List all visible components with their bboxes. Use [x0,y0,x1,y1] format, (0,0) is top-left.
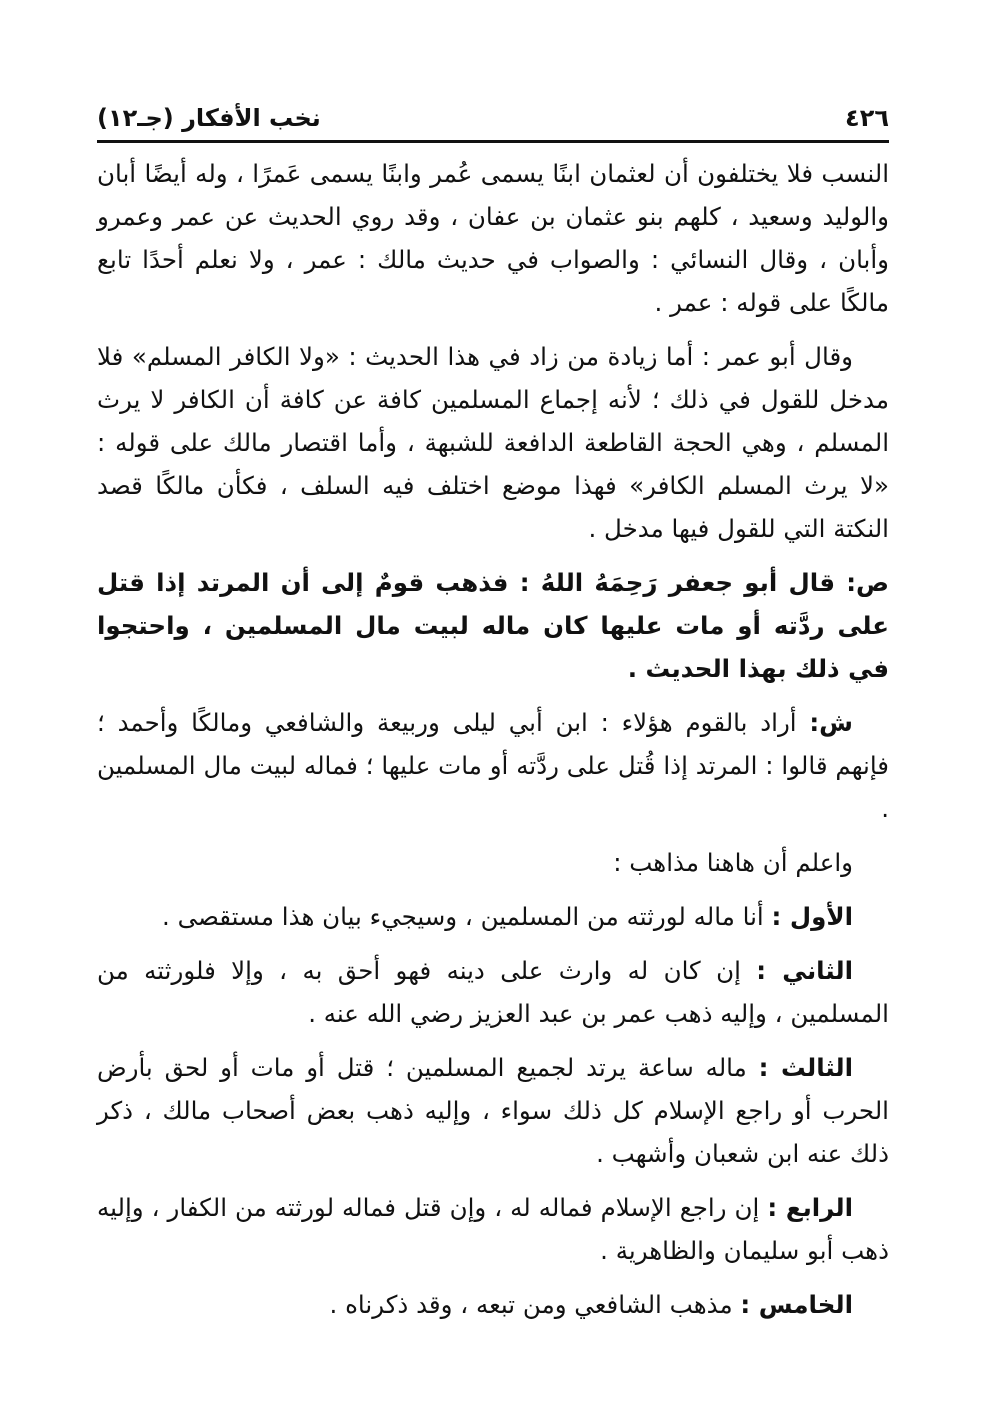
paragraph: واعلم أن هاهنا مذاهب : [613,848,853,877]
paragraph [97,1046,889,1175]
paragraph: وقال أبو عمر : أما زيادة من زاد في هذا الحديث : «ولا الكافر المسلم» فلا مدخل للقول في ذلك ؛ لأنه إجماع المسلمين كافة عن كافة أن الكافر لا يرث المسلم ، وهي الحجة القاطعة الدافعة للشبهة ، وأما اقتصار مالك على قوله : «لا يرث المسلم الكافر» فهذا موضع اختلف فيه السلف ، فكأن مالكًا قصد النكتة التي للقول فيها مدخل . [97,342,889,543]
paragraph-text: أراد بالقوم هؤلاء : ابن أبي ليلى وربيعة والشافعي ومالكًا وأحمد ؛ فإنهم قالوا : المرتد إذا قُتل على ردَّته أو مات عليها ؛ فماله لبيت مال المسلمين . [97,708,889,823]
opinion-label: الثالث : [758,1053,853,1082]
paragraph-text: مذهب الشافعي ومن تبعه ، وقد ذكرناه . [329,1290,733,1319]
paragraph [97,949,889,1035]
matn-paragraph: ص: قال أبو جعفر رَحِمَهُ اللهُ : فذهب قومٌ إلى أن المرتد إذا قتل على ردَّته أو مات عليها كان ماله لبيت مال المسلمين ، واحتجوا في ذلك بهذا الحديث . [97,568,889,683]
paragraph-text: أنا ماله لورثته من المسلمين ، وسيجيء بيان هذا مستقصى . [162,902,764,931]
book-title: نخب الأفكار (جـ١٢) [97,104,321,132]
paragraph [97,895,889,938]
sharh-label: ش: [809,708,853,737]
opinion-label: الثاني : [756,956,853,985]
opinion-label: الأول : [771,902,853,931]
header-divider [97,140,889,143]
opinion-label: الخامس : [740,1290,853,1319]
paragraph [97,701,889,830]
paragraph: النسب فلا يختلفون أن لعثمان ابنًا يسمى عُمر وابنًا يسمى عَمرًا ، وله أيضًا أبان والوليد وسعيد ، كلهم بنو عثمان بن عفان ، وقد روي الحديث عن عمر وعمرو وأبان ، وقال النسائي : والصواب في حديث مالك : عمر ، ولا نعلم أحدًا تابع مالكًا على قوله : عمر . [97,159,889,317]
page-header [97,92,889,132]
paragraph-text: إن راجع الإسلام فماله له ، وإن قتل فماله لورثته من الكفار ، وإليه ذهب أبو سليمان والظاهرية . [97,1193,889,1265]
paragraph [97,1283,889,1326]
paragraph [97,1186,889,1272]
page-number: ٤٢٦ [845,104,889,132]
paragraph-text: ماله ساعة يرتد لجميع المسلمين ؛ قتل أو مات أو لحق بأرض الحرب أو راجع الإسلام كل ذلك سواء ، وإليه ذهب بعض أصحاب مالك ، ذكر ذلك عنه ابن شعبان وأشهب . [97,1053,889,1168]
page-body [97,152,889,1337]
paragraph-text: إن كان له وارث على دينه فهو أحق به ، وإلا فلورثته من المسلمين ، وإليه ذهب عمر بن عبد العزيز رضي الله عنه . [97,956,889,1028]
opinion-label: الرابع : [767,1193,854,1222]
